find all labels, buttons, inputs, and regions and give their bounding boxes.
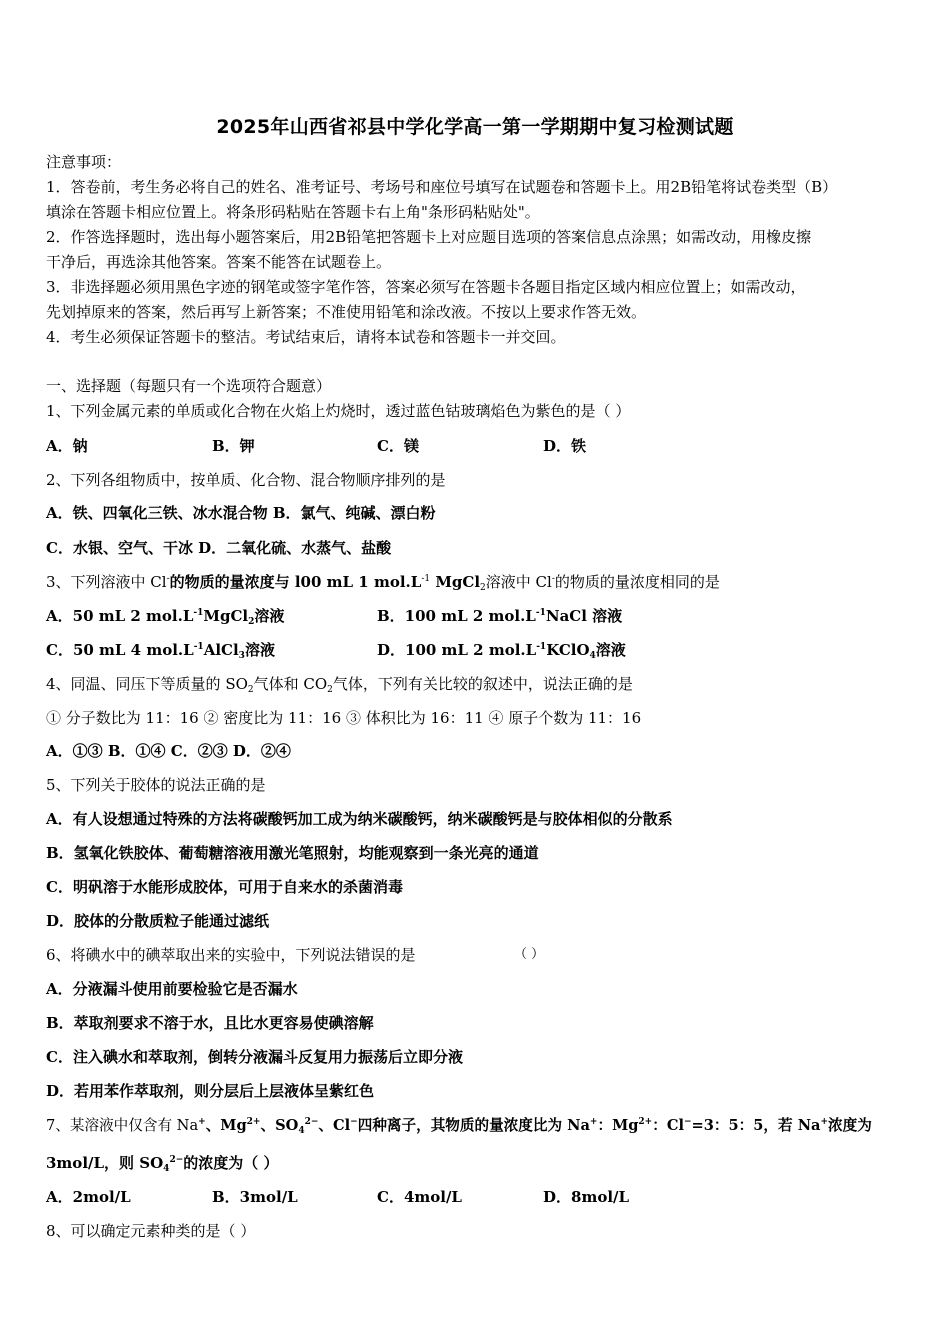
- question-8-stem: 8、可以确定元素种类的是（ ）: [46, 1222, 256, 1240]
- question-4-stem: 4、同温、同压下等质量的 $SO_2$气体和 $CO_2$气体，下列有关比较的叙述中，说法正确的是: [46, 675, 633, 695]
- q3-option-b: B．100 mL 2 $mol.L^{-1}NaCl$ 溶液: [377, 607, 623, 625]
- question-6-stem: 6、将碘水中的碘萃取出来的实验中，下列说法错误的是: [46, 946, 416, 964]
- notice-line: 干净后，再选涂其他答案。答案不能答在试题卷上。: [46, 253, 392, 271]
- q4-options: A．①③ B．①④ C．②③ D．②④: [46, 742, 291, 760]
- q5-option-d: D．胶体的分散质粒子能通过滤纸: [46, 912, 270, 930]
- q1-option-a: A．钠: [46, 437, 88, 455]
- q3-option-c: C．50 mL 4 $mol.L^{-1}AlCl_3$溶液: [46, 641, 275, 661]
- q1-option-d: D．铁: [543, 437, 587, 455]
- notice-line: 填涂在答题卡相应位置上。将条形码粘贴在答题卡右上角"条形码粘贴处"。: [46, 203, 540, 221]
- q3-option-d: D．100 mL 2 $mol.L^{-1}KClO_4$溶液: [377, 641, 626, 661]
- section-heading: 一、选择题（每题只有一个选项符合题意）: [46, 377, 332, 395]
- notice-line: 1．答卷前，考生务必将自己的姓名、准考证号、考场号和座位号填写在试题卷和答题卡上。用2B铅笔将试卷类型（B）: [46, 178, 838, 196]
- q5-option-b: B．氢氧化铁胶体、葡萄糖溶液用激光笔照射，均能观察到一条光亮的通道: [46, 844, 539, 862]
- q7-option-c: C．4mol/L: [377, 1188, 462, 1206]
- q2-options-ab: A．铁、四氧化三铁、冰水混合物 B．氯气、纯碱、漂白粉: [46, 504, 436, 522]
- notice-line: 3．非选择题必须用黑色字迹的钢笔或签字笔作答，答案必须写在答题卡各题目指定区域内相应位置上；如需改动，: [46, 278, 806, 296]
- q4-items: ① 分子数比为 11：16 ② 密度比为 11：16 ③ 体积比为 16：11 ④ 原子个数为 11：16: [46, 709, 642, 727]
- question-3-stem: 3、下列溶液中 Cl-的物质的量浓度与 l00 mL 1 $mol.L^{-1}$ MgCl$_2$溶液中 Cl-的物质的量浓度相同的是: [46, 573, 720, 593]
- notice-line: 先划掉原来的答案，然后再写上新答案；不准使用铅笔和涂改液。不按以上要求作答无效。: [46, 303, 647, 321]
- question-7-stem: 7、某溶液中仅含有 Na+、$Mg^{2+}$、$SO_4^{2-}$、Cl−四种离子，其物质的量浓度比为 Na+：$Mg^{2+}$：Cl−=3：5：5，若 Na+浓度为: [46, 1117, 872, 1136]
- question-2-stem: 2、下列各组物质中，按单质、化合物、混合物顺序排列的是: [46, 471, 446, 489]
- q6-answer-paren: （ ）: [514, 947, 545, 962]
- notice-heading: 注意事项：: [46, 153, 122, 171]
- q3-option-a: A．50 mL 2 $mol.L^{-1}MgCl_2$溶液: [46, 607, 285, 627]
- q1-option-b: B．钾: [212, 437, 255, 455]
- notice-line: 4．考生必须保证答题卡的整洁。考试结束后，请将本试卷和答题卡一并交回。: [46, 328, 566, 346]
- q7-option-a: A．2mol/L: [46, 1188, 131, 1206]
- q5-option-a: A．有人设想通过特殊的方法将碳酸钙加工成为纳米碳酸钙，纳米碳酸钙是与胶体相似的分散系: [46, 810, 673, 828]
- q6-option-c: C．注入碘水和萃取剂，倒转分液漏斗反复用力振荡后立即分液: [46, 1048, 463, 1066]
- question-7-stem-line2: 3mol/L，则 $SO_4^{2-}$的浓度为（ ）: [46, 1154, 279, 1174]
- q6-option-b: B．萃取剂要求不溶于水，且比水更容易使碘溶解: [46, 1014, 374, 1032]
- q7-option-d: D．8mol/L: [543, 1188, 630, 1206]
- notice-line: 2．作答选择题时，选出每小题答案后，用2B铅笔把答题卡上对应题目选项的答案信息点涂黑；如需改动，用橡皮擦: [46, 228, 812, 246]
- q5-option-c: C．明矾溶于水能形成胶体，可用于自来水的杀菌消毒: [46, 878, 403, 896]
- q6-option-d: D．若用苯作萃取剂，则分层后上层液体呈紫红色: [46, 1082, 375, 1100]
- question-1-stem: 1、下列金属元素的单质或化合物在火焰上灼烧时，透过蓝色钴玻璃焰色为紫色的是（ ）: [46, 402, 631, 420]
- q2-options-cd: C．水银、空气、干冰 D．二氧化硫、水蒸气、盐酸: [46, 539, 392, 557]
- q6-option-a: A．分液漏斗使用前要检验它是否漏水: [46, 980, 298, 998]
- page-title: 2025年山西省祁县中学化学高一第一学期期中复习检测试题: [216, 116, 734, 138]
- q7-option-b: B．3mol/L: [212, 1188, 298, 1206]
- q1-option-c: C．镁: [377, 437, 419, 455]
- question-5-stem: 5、下列关于胶体的说法正确的是: [46, 776, 266, 794]
